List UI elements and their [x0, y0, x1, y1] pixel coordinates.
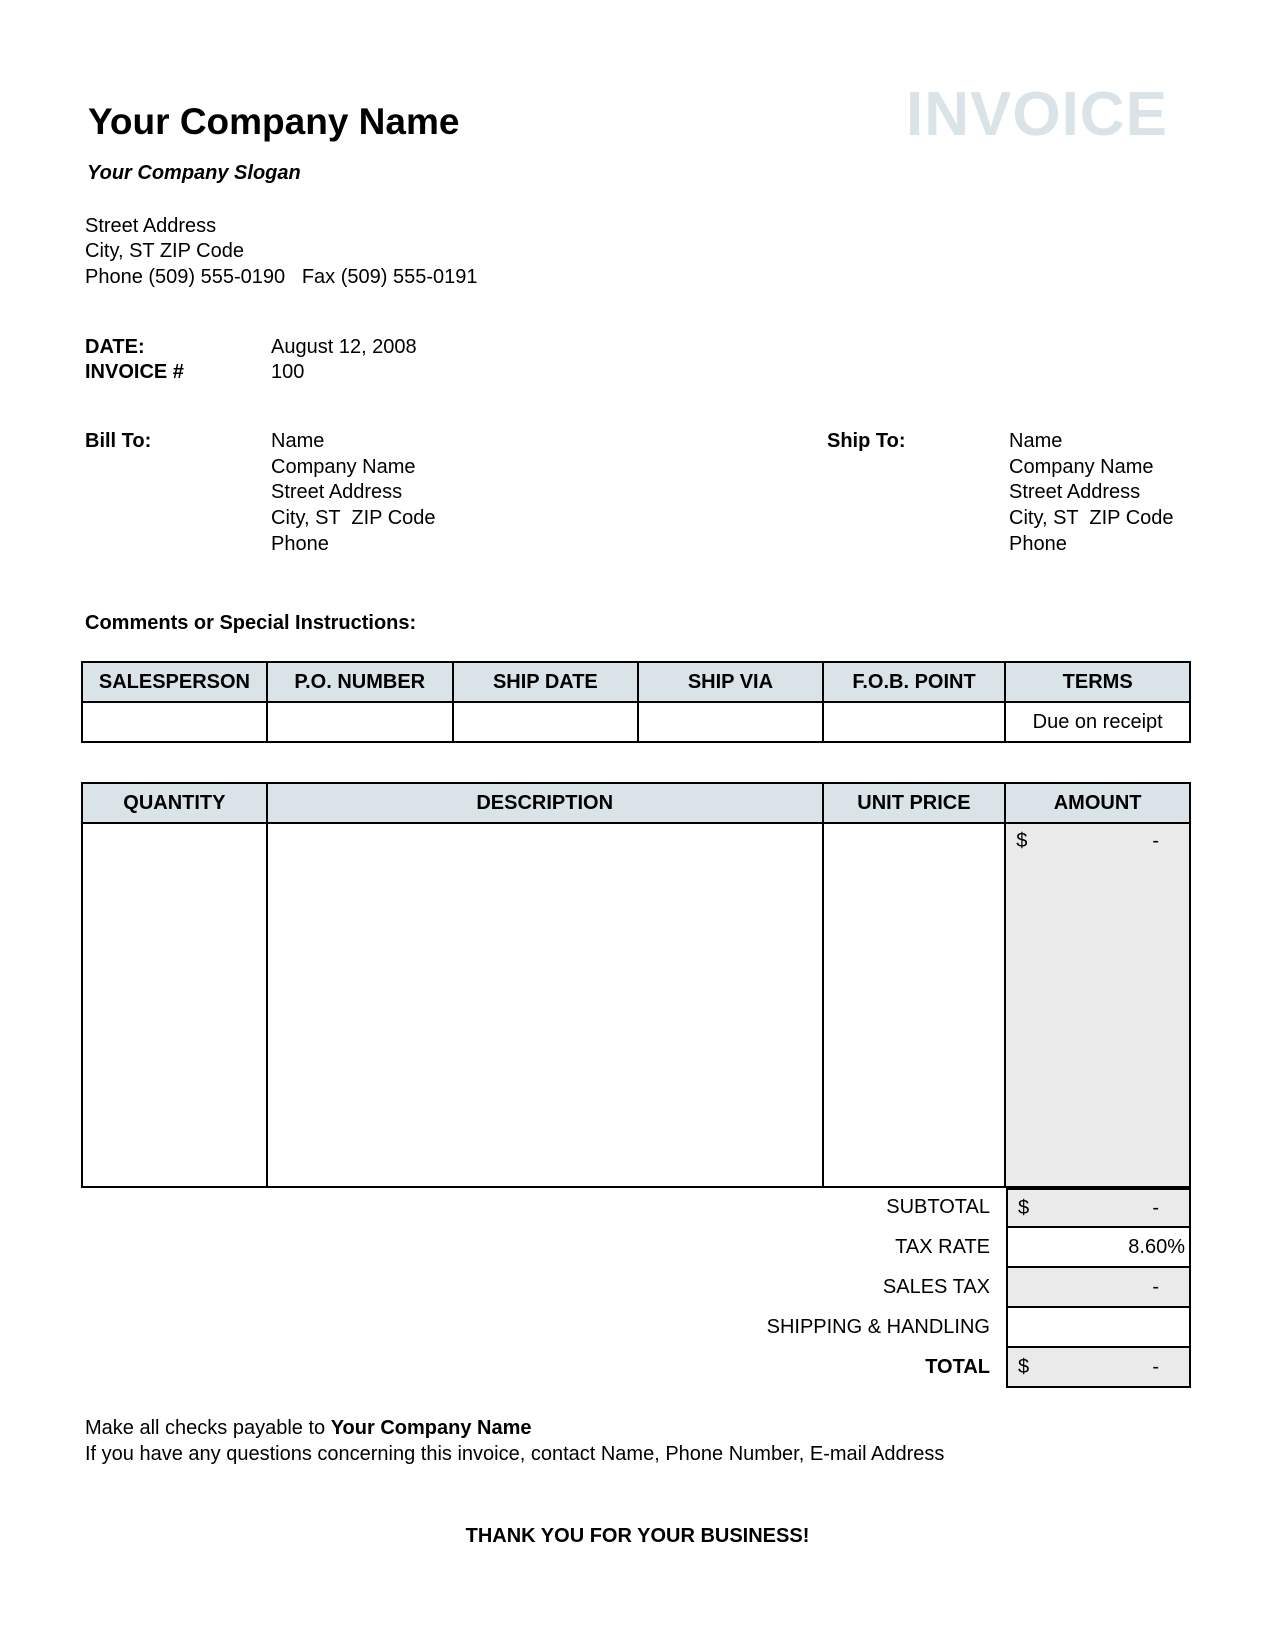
- subtotal-cell: [1006, 1188, 1191, 1228]
- column-header-ship-via: SHIP VIA: [638, 662, 823, 702]
- quantity-cell[interactable]: [82, 823, 267, 1187]
- sales-tax-cell: [1006, 1268, 1191, 1308]
- ship-to-label: Ship To:: [827, 430, 906, 452]
- invoice-number-value: 100: [271, 361, 305, 383]
- column-header-ship-date: SHIP DATE: [453, 662, 639, 702]
- sales-tax-value: -: [1152, 1275, 1159, 1298]
- tax-rate-cell[interactable]: [1006, 1228, 1191, 1268]
- totals-box: [1006, 1188, 1191, 1388]
- total-currency: $: [1018, 1355, 1030, 1378]
- subtotal-currency: $: [1018, 1196, 1030, 1219]
- terms-cell[interactable]: Due on receipt: [1005, 702, 1190, 742]
- bill-to-line: Phone: [271, 533, 329, 555]
- amount-value: -: [1152, 830, 1159, 852]
- invoice-title: INVOICE: [906, 80, 1168, 149]
- ship-to-line: City, ST ZIP Code: [1009, 507, 1174, 529]
- date-value: August 12, 2008: [271, 336, 417, 358]
- column-header-description: DESCRIPTION: [267, 783, 823, 823]
- column-header-quantity: QUANTITY: [82, 783, 267, 823]
- checks-prefix: Make all checks payable to: [85, 1417, 331, 1439]
- ship-to-line: Phone: [1009, 533, 1067, 555]
- column-header-terms: TERMS: [1005, 662, 1190, 702]
- subtotal-label: SUBTOTAL: [886, 1196, 990, 1218]
- ship-date-cell[interactable]: [453, 702, 639, 742]
- checks-company: Your Company Name: [330, 1417, 532, 1439]
- column-header-amount: AMOUNT: [1005, 783, 1190, 823]
- po-number-cell[interactable]: [267, 702, 453, 742]
- column-header-salesperson: SALESPERSON: [82, 662, 267, 702]
- questions-line: If you have any questions concerning this invoice, contact Name, Phone Number, E-mail Address: [85, 1443, 945, 1465]
- company-slogan: Your Company Slogan: [87, 162, 301, 184]
- address-line: City, ST ZIP Code: [85, 240, 244, 262]
- tax-rate-value: 8.60%: [1128, 1235, 1185, 1258]
- shipping-cell[interactable]: [1006, 1308, 1191, 1348]
- total-value: -: [1152, 1355, 1159, 1378]
- invoice-number-label: INVOICE #: [85, 361, 184, 383]
- amount-cell: [1005, 823, 1190, 1187]
- sales-tax-label: SALES TAX: [882, 1276, 990, 1298]
- shipping-label: SHIPPING & HANDLING: [766, 1316, 990, 1338]
- column-header-fob-point: F.O.B. POINT: [823, 662, 1006, 702]
- amount-currency: $: [1016, 830, 1028, 852]
- bill-to-line: Company Name: [271, 456, 416, 478]
- phone-fax-line: Phone (509) 555-0190 Fax (509) 555-0191: [85, 266, 478, 288]
- date-label: DATE:: [85, 336, 145, 358]
- checks-payable-line: [85, 1416, 531, 1440]
- total-cell: [1006, 1348, 1191, 1388]
- comments-label: Comments or Special Instructions:: [85, 612, 417, 634]
- total-label: TOTAL: [925, 1356, 990, 1378]
- tax-rate-label: TAX RATE: [895, 1236, 990, 1258]
- bill-to-line: Street Address: [271, 481, 403, 503]
- bill-to-label: Bill To:: [85, 430, 152, 452]
- subtotal-value: -: [1152, 1196, 1159, 1219]
- thank-you-message: THANK YOU FOR YOUR BUSINESS!: [465, 1525, 810, 1547]
- ship-to-line: Name: [1009, 430, 1063, 452]
- description-cell[interactable]: [267, 823, 823, 1187]
- unit-price-cell[interactable]: [823, 823, 1006, 1187]
- column-header-unit-price: UNIT PRICE: [823, 783, 1006, 823]
- company-name: Your Company Name: [88, 101, 460, 142]
- line-items-table: [81, 782, 1191, 1188]
- ship-to-line: Street Address: [1009, 481, 1141, 503]
- ship-to-line: Company Name: [1009, 456, 1154, 478]
- salesperson-cell[interactable]: [82, 702, 267, 742]
- order-info-table: [81, 661, 1191, 743]
- ship-via-cell[interactable]: [638, 702, 823, 742]
- bill-to-line: City, ST ZIP Code: [271, 507, 436, 529]
- column-header-po-number: P.O. NUMBER: [267, 662, 453, 702]
- bill-to-line: Name: [271, 430, 325, 452]
- fob-point-cell[interactable]: [823, 702, 1006, 742]
- address-line: Street Address: [85, 215, 217, 237]
